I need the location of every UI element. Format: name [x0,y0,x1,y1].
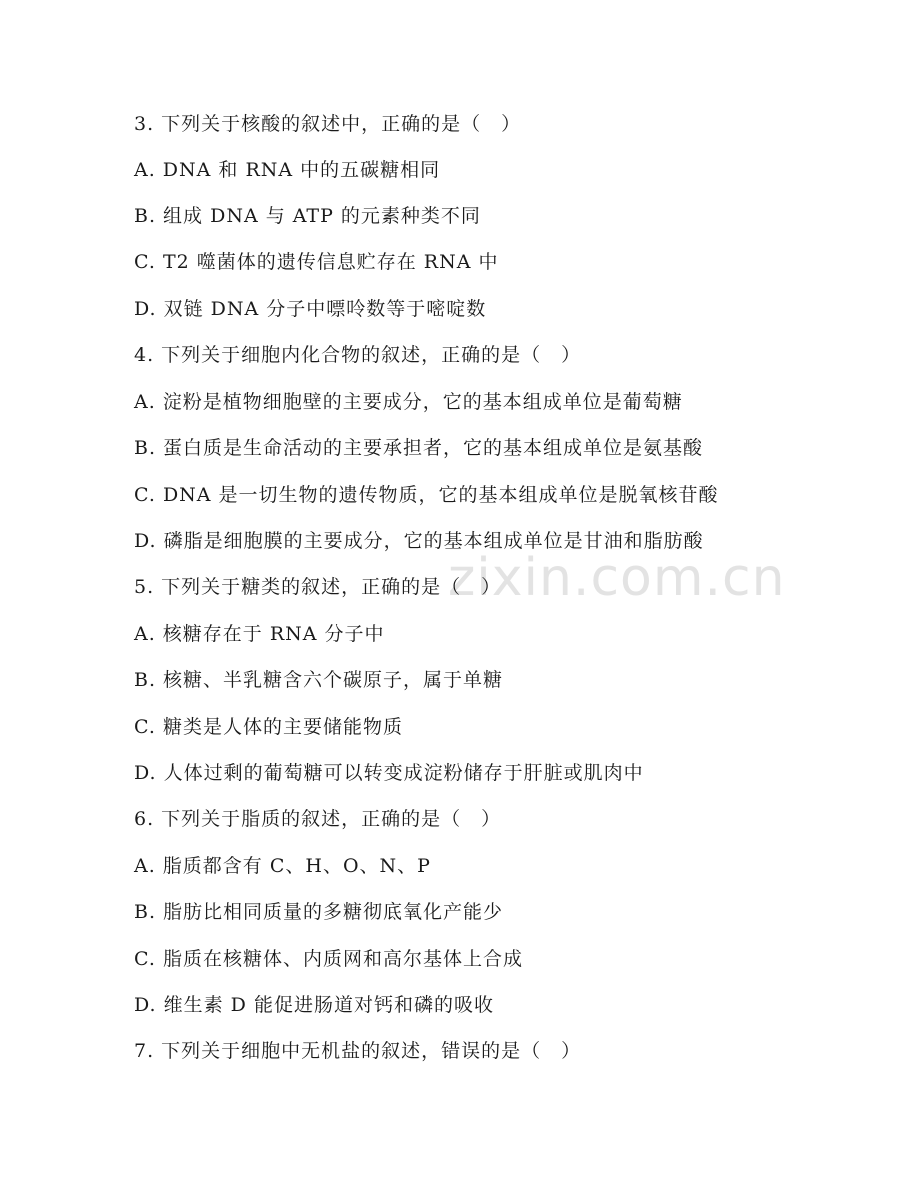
question-4-option-a: A. 淀粉是植物细胞壁的主要成分，它的基本组成单位是葡萄糖 [134,391,683,413]
question-5-option-d: D. 人体过剩的葡萄糖可以转变成淀粉储存于肝脏或肌肉中 [134,762,644,784]
question-3-option-b: B. 组成 DNA 与 ATP 的元素种类不同 [134,205,481,227]
question-4-option-c: C. DNA 是一切生物的遗传物质，它的基本组成单位是脱氧核苷酸 [134,484,719,506]
question-3-stem: 3. 下列关于核酸的叙述中，正确的是（ ） [134,113,522,135]
question-3-option-a: A. DNA 和 RNA 中的五碳糖相同 [134,159,441,181]
question-4-option-d: D. 磷脂是细胞膜的主要成分，它的基本组成单位是甘油和脂肪酸 [134,530,704,552]
question-5-option-b: B. 核糖、半乳糖含六个碳原子，属于单糖 [134,669,504,691]
question-3-option-c: C. T2 噬菌体的遗传信息贮存在 RNA 中 [134,251,499,273]
question-6-option-d: D. 维生素 D 能促进肠道对钙和磷的吸收 [134,994,494,1016]
question-5-option-c: C. 糖类是人体的主要储能物质 [134,716,403,738]
question-6-stem: 6. 下列关于脂质的叙述，正确的是（ ） [134,808,502,830]
watermark: zixin.com.cn [448,548,786,608]
question-4-option-b: B. 蛋白质是生命活动的主要承担者，它的基本组成单位是氨基酸 [134,437,704,459]
question-5-option-a: A. 核糖存在于 RNA 分子中 [134,623,385,645]
question-6-option-c: C. 脂质在核糖体、内质网和高尔基体上合成 [134,948,523,970]
question-6-option-a: A. 脂质都含有 C、H、O、N、P [134,855,431,877]
question-4-stem: 4. 下列关于细胞内化合物的叙述，正确的是（ ） [134,344,582,366]
question-5-stem: 5. 下列关于糖类的叙述，正确的是（ ） [134,576,502,598]
question-3-option-d: D. 双链 DNA 分子中嘌呤数等于嘧啶数 [134,298,487,320]
question-7-stem: 7. 下列关于细胞中无机盐的叙述，错误的是（ ） [134,1040,582,1062]
question-6-option-b: B. 脂肪比相同质量的多糖彻底氧化产能少 [134,901,504,923]
